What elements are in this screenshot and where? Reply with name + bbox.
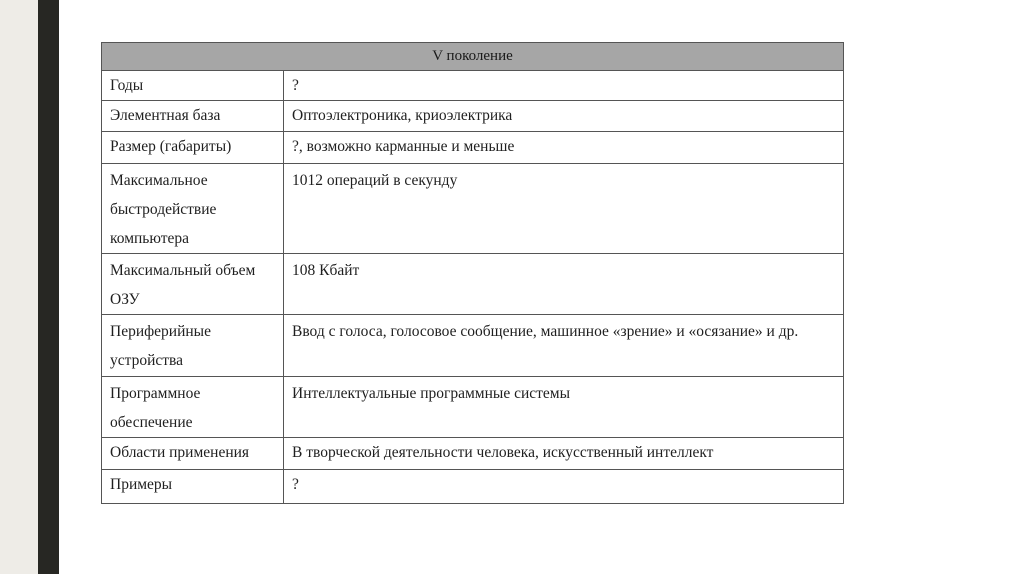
row-value: В творческой деятельности человека, искусственный интеллект — [284, 438, 844, 470]
table-row — [102, 377, 844, 438]
row-label: Максимальное быстродействие компьютера — [102, 164, 284, 254]
row-value: ?, возможно карманные и меньше — [284, 132, 844, 164]
row-label: Периферийные устройства — [102, 315, 284, 377]
table-row — [102, 164, 844, 254]
row-value: 108 Кбайт — [284, 254, 844, 315]
table-row — [102, 71, 844, 101]
table-row — [102, 254, 844, 315]
row-label: Области применения — [102, 438, 284, 470]
table-row — [102, 101, 844, 132]
row-label: Размер (габариты) — [102, 132, 284, 164]
table-row — [102, 315, 844, 377]
row-label: Максимальный объем ОЗУ — [102, 254, 284, 315]
generation-table — [101, 42, 844, 504]
table-header: V поколение — [102, 43, 844, 71]
table-header-row — [102, 43, 844, 71]
row-value: Интеллектуальные программные системы — [284, 377, 844, 438]
table-row — [102, 470, 844, 504]
row-label: Программное обеспечение — [102, 377, 284, 438]
table-row — [102, 438, 844, 470]
row-value: ? — [284, 470, 844, 504]
row-label: Годы — [102, 71, 284, 101]
row-value: Ввод с голоса, голосовое сообщение, машинное «зрение» и «осязание» и др. — [284, 315, 844, 377]
row-value: Оптоэлектроника, криоэлектрика — [284, 101, 844, 132]
row-label: Примеры — [102, 470, 284, 504]
left-accent-bar — [38, 0, 59, 574]
table-row — [102, 132, 844, 164]
row-label: Элементная база — [102, 101, 284, 132]
row-value: ? — [284, 71, 844, 101]
row-value: 1012 операций в секунду — [284, 164, 844, 254]
